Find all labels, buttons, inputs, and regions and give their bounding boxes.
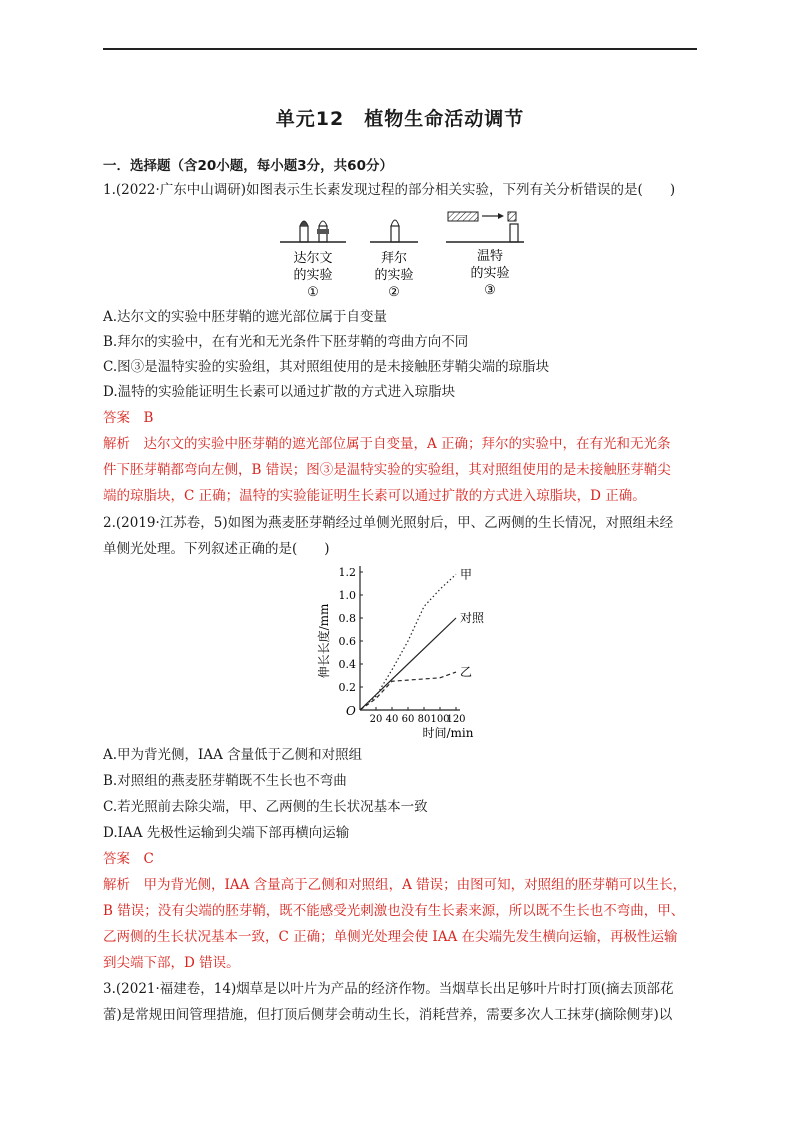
q1-analysis-line-1: 解析 达尔文的实验中胚芽鞘的遮光部位属于自变量，A 正确；拜尔的实验中，在有光和无光条 (103, 436, 671, 452)
x-tick-label: 100 (430, 714, 450, 725)
header-rule (103, 48, 697, 50)
origin-label: O (346, 704, 356, 718)
q2-stem-line-2: 单侧光处理。下列叙述正确的是( ) (103, 541, 330, 557)
q1-figure (270, 204, 530, 304)
paal-number: ② (388, 285, 400, 300)
series-label-乙: 乙 (460, 665, 473, 680)
section-heading: 一．选择题（含20小题，每小题3分，共60分） (103, 158, 393, 174)
series-line-乙 (360, 672, 456, 710)
chart-ticks (339, 566, 466, 725)
went-number: ③ (484, 283, 496, 298)
q1-analysis-line-3: 端的琼脂块，C 正确；温特的实验能证明生长素可以通过扩散的方式进入琼脂块，D 正确。 (103, 488, 646, 504)
q3-stem-line-1: 3.(2021·福建卷，14)烟草是以叶片为产品的经济作物。当烟草长出足够叶片时打顶(摘去顶部花 (103, 981, 674, 997)
q2-analysis-line-1: 解析 甲为背光侧，IAA 含量高于乙侧和对照组，A 错误；由图可知，对照组的胚芽鞘可以生长， (103, 877, 687, 893)
growth-chart (300, 560, 500, 742)
q2-option-c: C.若光照前去除尖端，甲、乙两侧的生长状况基本一致 (103, 799, 428, 815)
x-axis-label: 时间/min (422, 726, 474, 740)
y-tick-label: 1.2 (338, 566, 356, 579)
q2-analysis-line-2: B 错误；没有尖端的胚芽鞘，既不能感受光刺激也没有生长素来源，所以既不生长也不弯曲，甲、 (103, 903, 685, 919)
darwin-label-2: 的实验 (293, 268, 333, 283)
darwin-experiment-drawing (280, 221, 346, 242)
y-tick-label: 0.8 (338, 612, 356, 625)
q2-analysis-line-4: 到尖端下部，D 错误。 (103, 955, 240, 971)
darwin-number: ① (307, 285, 319, 300)
went-label-2: 的实验 (470, 266, 510, 281)
q3-stem-line-2: 蕾)是常规田间管理措施，但打顶后侧芽会萌动生长，消耗营养，需要多次人工抹芽(摘除侧芽)以 (103, 1007, 673, 1023)
y-tick-label: 0.4 (338, 658, 356, 671)
series-label-甲: 甲 (460, 567, 473, 582)
q1-option-a: A.达尔文的实验中胚芽鞘的遮光部位属于自变量 (103, 309, 388, 325)
went-label-1: 温特 (476, 249, 504, 264)
x-tick-label: 20 (369, 714, 383, 725)
series-line-甲 (360, 574, 456, 710)
q1-analysis-line-2: 件下胚芽鞘都弯向左侧，B 错误；图③是温特实验的实验组，其对照组使用的是未接触胚芽鞘尖 (103, 462, 671, 478)
x-tick-label: 40 (385, 714, 399, 725)
paal-experiment-drawing (370, 220, 418, 242)
y-axis-label: 伸长长度/mm (317, 603, 331, 679)
q2-option-b: B.对照组的燕麦胚芽鞘既不生长也不弯曲 (103, 773, 347, 789)
q1-answer: 答案 B (103, 410, 154, 426)
x-tick-label: 120 (446, 714, 466, 725)
q2-option-a: A.甲为背光侧，IAA 含量低于乙侧和对照组 (103, 747, 363, 763)
series-line-对照 (360, 618, 456, 710)
went-experiment-drawing (446, 212, 524, 242)
chart-series (360, 567, 485, 710)
q2-stem-line-1: 2.(2019·江苏卷，5)如图为燕麦胚芽鞘经过单侧光照射后，甲、乙两侧的生长情况，对照组未经 (103, 515, 674, 531)
q1-option-d: D.温特的实验能证明生长素可以通过扩散的方式进入琼脂块 (103, 384, 456, 400)
y-tick-label: 1.0 (338, 589, 356, 602)
darwin-label-1: 达尔文 (293, 251, 333, 266)
y-tick-label: 0.2 (338, 681, 356, 694)
q1-option-b: B.拜尔的实验中，在有光和无光条件下胚芽鞘的弯曲方向不同 (103, 334, 469, 350)
q2-answer: 答案 C (103, 851, 154, 867)
page-title: 单元12 植物生命活动调节 (275, 108, 525, 130)
x-tick-label: 60 (401, 714, 415, 725)
q2-option-d: D.IAA 先极性运输到尖端下部再横向运输 (103, 825, 350, 841)
q1-stem: 1.(2022·广东中山调研)如图表示生长素发现过程的部分相关实验，下列有关分析错误的是( ) (103, 182, 676, 198)
series-label-对照: 对照 (460, 611, 485, 625)
paal-label-2: 的实验 (374, 268, 414, 283)
paal-label-1: 拜尔 (380, 251, 408, 266)
y-tick-label: 0.6 (338, 635, 356, 648)
x-tick-label: 80 (417, 714, 431, 725)
q1-option-c: C.图③是温特实验的实验组，其对照组使用的是未接触胚芽鞘尖端的琼脂块 (103, 359, 550, 375)
q2-analysis-line-3: 乙两侧的生长状况基本一致，C 正确；单侧光处理会使 IAA 在尖端先发生横向运输，再极性运输 (103, 929, 678, 945)
